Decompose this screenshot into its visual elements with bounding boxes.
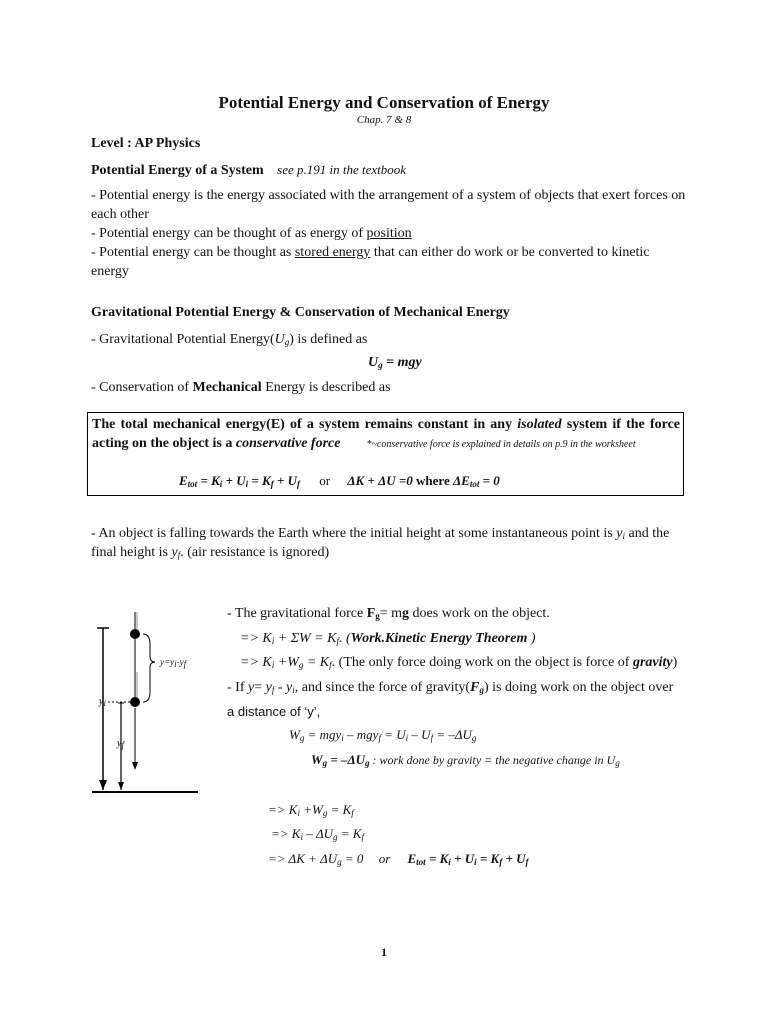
eq1-plusU: + U xyxy=(222,473,246,488)
box-eq1 xyxy=(179,473,300,488)
eq1-eqK: = K xyxy=(248,473,271,488)
w1-mid: = m xyxy=(379,606,403,621)
work-line2 xyxy=(240,629,536,648)
e3-or: or xyxy=(378,851,391,866)
w4-f: f xyxy=(271,685,275,695)
eq2-c: = 0 xyxy=(479,473,500,488)
w2-bold: Work.Kinetic Energy Theorem xyxy=(350,631,528,646)
w4-post: , and since the force of gravity( xyxy=(294,680,471,695)
falling-l1-pre: - An object is falling towards the Earth where the initial height at some instantaneous point is xyxy=(91,526,617,541)
gpe-pre: - Gravitational Potential Energy( xyxy=(91,332,275,347)
w4-eq: = xyxy=(254,680,266,695)
eq1-i2: i xyxy=(245,479,249,489)
e3-tot: tot xyxy=(416,857,426,867)
gpe-post: ) is defined as xyxy=(289,332,368,347)
e2-g: g xyxy=(333,832,338,842)
stored-energy-underlined: stored energy xyxy=(294,245,371,260)
box-l1-pre: The total mechanical energy(E) of a system remains constant in any xyxy=(92,417,518,432)
w6-f: f xyxy=(378,733,381,743)
level-heading: Level : AP Physics xyxy=(91,136,201,151)
w3-f: f xyxy=(329,660,332,670)
work-line5: a distance of ‘y’, xyxy=(227,704,321,719)
object-initial-ball xyxy=(130,629,140,639)
box-l2-note: *~conservative force is explained in details on p.9 in the worksheet xyxy=(366,439,636,450)
section1-line3b: energy xyxy=(91,264,129,279)
e2-i: i xyxy=(300,832,303,842)
w7-g: g xyxy=(322,758,328,768)
w4-g: g xyxy=(479,685,484,695)
w6-end: = –ΔU xyxy=(433,727,472,742)
e3-i: i xyxy=(448,857,451,867)
eq1-plusU2: + U xyxy=(273,473,297,488)
falling-l2-f: f xyxy=(177,550,181,560)
w6-eq: = U xyxy=(380,727,406,742)
gpe-sub: g xyxy=(284,337,290,347)
w2-end: ) xyxy=(527,631,536,646)
e2-mid: – ΔU xyxy=(302,826,334,841)
section1-line3-text: - Potential energy can be thought as xyxy=(91,245,295,260)
w6-f2: f xyxy=(430,733,434,743)
work-line6 xyxy=(289,727,476,743)
falling-l2-pre: final height is xyxy=(91,545,172,560)
yi-label xyxy=(99,696,106,707)
yf-label-sub: f xyxy=(121,740,124,750)
w6-g2: g xyxy=(471,733,477,743)
w6-W: W xyxy=(289,727,300,742)
object-final-ball xyxy=(130,697,140,707)
eq1-eq: = K xyxy=(197,473,220,488)
e1-i: i xyxy=(297,808,300,818)
page-title: Potential Energy and Conservation of Energy xyxy=(218,93,550,112)
yi-arrowhead xyxy=(99,780,107,790)
w3-mid: +W xyxy=(274,655,299,670)
falling-l2-y: y xyxy=(171,545,178,560)
w3-eq: = K xyxy=(303,655,330,670)
eq2-a: ΔK + ΔU =0 xyxy=(347,473,413,488)
box-line1 xyxy=(92,417,680,433)
brace-label-dash: -y xyxy=(176,657,184,667)
w3-a: => K xyxy=(240,655,272,670)
gpe-eq-rhs: = mgy xyxy=(382,355,422,370)
cons-pre: - Conservation of xyxy=(91,380,193,395)
eq2-where: where xyxy=(412,473,453,488)
eq1-tot: tot xyxy=(187,479,198,489)
w4-pre: - If xyxy=(227,680,248,695)
w4-end: ) is doing work on the object over xyxy=(483,680,674,695)
w7-note: : work done by gravity = the negative change in U xyxy=(369,753,616,767)
section1-note: see p.191 in the textbook xyxy=(277,162,407,177)
e2-eq: = K xyxy=(337,826,362,841)
w7-g2: g xyxy=(365,758,370,768)
w1-pre: - The gravitational force xyxy=(227,606,367,621)
yi-label-sub: i xyxy=(103,698,106,708)
e1-a: => K xyxy=(268,802,298,817)
fall-arrowhead xyxy=(132,762,138,770)
energy-line1 xyxy=(268,802,354,818)
gpe-symbol: U xyxy=(274,332,285,347)
section1-line3-post: that can either do work or be converted to kinetic xyxy=(370,245,650,260)
w3-close: ) xyxy=(672,655,678,670)
w4-yf: y xyxy=(265,680,272,695)
w6-mid: – mgy xyxy=(343,727,379,742)
w1-gb: g xyxy=(402,606,410,621)
e3-r1: = K xyxy=(425,851,449,866)
energy-line3 xyxy=(268,851,529,867)
brace-label-i: i xyxy=(174,659,177,669)
w4-i: i xyxy=(292,685,295,695)
e3-r3: = K xyxy=(476,851,500,866)
falling-l1-i: i xyxy=(622,531,626,541)
section1-heading: Potential Energy of a System xyxy=(91,163,264,178)
e3-r2: + U xyxy=(450,851,475,866)
e3-r4: + U xyxy=(502,851,526,866)
e3-total xyxy=(408,851,529,866)
e3-f2: f xyxy=(525,857,529,867)
eq2-b: ΔE xyxy=(452,473,470,488)
cons-post: Energy is described as xyxy=(261,380,391,395)
yf-label-y: y xyxy=(117,738,122,749)
box-l1-post: system if the force xyxy=(561,417,680,432)
w4-F: F xyxy=(470,680,480,695)
w7-g3: g xyxy=(615,758,620,768)
w6-g: g xyxy=(299,733,305,743)
work-line4 xyxy=(227,678,673,697)
section1-heading-line xyxy=(91,162,406,179)
yf-label xyxy=(117,738,124,749)
falling-l1-y: y xyxy=(616,526,623,541)
box-equation xyxy=(179,473,500,489)
box-l1-ital: isolated xyxy=(517,417,562,432)
w4-y: y xyxy=(248,680,255,695)
e3-g: g xyxy=(337,857,342,867)
e1-f: f xyxy=(351,808,354,818)
work-line7 xyxy=(311,752,620,768)
w2-dot: . ( xyxy=(338,631,351,646)
gpe-definition xyxy=(91,330,367,349)
e3-a: => ΔK + ΔU xyxy=(268,851,338,866)
brace-label-f: f xyxy=(183,659,187,669)
section1-line2 xyxy=(91,224,412,243)
section1-line2-text: - Potential energy can be thought of as energy of xyxy=(91,226,367,241)
w6-rest: = mgy xyxy=(304,727,342,742)
w3-i: i xyxy=(271,660,275,670)
w3-g: g xyxy=(298,660,304,670)
w6-minus: – U xyxy=(408,727,431,742)
w2-i: i xyxy=(271,636,275,646)
falling-l2-post: . (air resistance is ignored) xyxy=(180,545,330,560)
falling-line2 xyxy=(91,543,329,562)
eq1-f: f xyxy=(270,479,274,489)
energy-line2 xyxy=(271,826,364,842)
w3-post: . (The only force doing work on the object is force of xyxy=(331,655,633,670)
yi-label-y: y xyxy=(99,696,104,707)
w3-grav: gravity xyxy=(632,655,673,670)
e2-f: f xyxy=(361,832,364,842)
w4-yi: y xyxy=(286,680,293,695)
w2-mid: + ΣW = K xyxy=(274,631,337,646)
falling-l1-post: and the xyxy=(625,526,670,541)
eq1-i: i xyxy=(219,479,223,489)
work-line3 xyxy=(240,653,677,672)
w4-minus: - xyxy=(274,680,287,695)
w7-W: W xyxy=(311,752,323,767)
e1-eq: = K xyxy=(327,802,352,817)
e3-i2: i xyxy=(474,857,477,867)
falling-object-diagram xyxy=(88,600,208,800)
section2-heading: Gravitational Potential Energy & Conservation of Mechanical Energy xyxy=(91,305,510,320)
eq2-rest xyxy=(453,473,500,488)
w2-a: => K xyxy=(240,631,272,646)
cons-bold: Mechanical xyxy=(192,380,262,395)
w6-i2: i xyxy=(405,733,409,743)
falling-line1 xyxy=(91,524,669,543)
e1-mid: +W xyxy=(299,802,323,817)
eq2-tot: tot xyxy=(469,479,480,489)
displacement-brace xyxy=(143,634,155,702)
box-or: or xyxy=(319,473,331,488)
box-l2-ital: conservative force xyxy=(235,436,341,451)
section1-line1b: each other xyxy=(91,207,149,222)
section1-line3 xyxy=(91,243,650,262)
e3-eq: = 0 xyxy=(341,851,364,866)
box-line2 xyxy=(92,436,636,452)
yf-arrowhead xyxy=(118,782,124,790)
w1-F: F xyxy=(366,606,376,621)
e1-g: g xyxy=(322,808,328,818)
gpe-eq-sub: g xyxy=(378,360,383,370)
w2-f: f xyxy=(336,636,339,646)
section1-line1a: - Potential energy is the energy associated with the arrangement of a system of objects that exert forces on xyxy=(91,188,686,203)
brace-label-y: y=y xyxy=(160,657,175,667)
box-l2-pre: acting on the object is a xyxy=(92,436,236,451)
gpe-eq-sym: U xyxy=(368,355,379,370)
work-line1 xyxy=(227,604,550,623)
brace-label xyxy=(160,657,186,667)
eq1-E: E xyxy=(179,473,188,488)
w1-post: does work on the object. xyxy=(409,606,550,621)
w6-i: i xyxy=(341,733,344,743)
position-underlined: position xyxy=(366,226,412,241)
e2-a: => K xyxy=(271,826,301,841)
eq1-f2: f xyxy=(297,479,300,489)
page-number: 1 xyxy=(381,945,387,959)
w1-g: g xyxy=(375,611,380,621)
gpe-equation xyxy=(368,355,422,371)
box-eq2 xyxy=(347,473,412,488)
conservation-line xyxy=(91,378,391,397)
e3-E: E xyxy=(407,851,417,866)
w7-eq: = –ΔU xyxy=(327,752,366,767)
e3-f: f xyxy=(499,857,503,867)
chapter-subtitle: Chap. 7 & 8 xyxy=(356,114,412,126)
